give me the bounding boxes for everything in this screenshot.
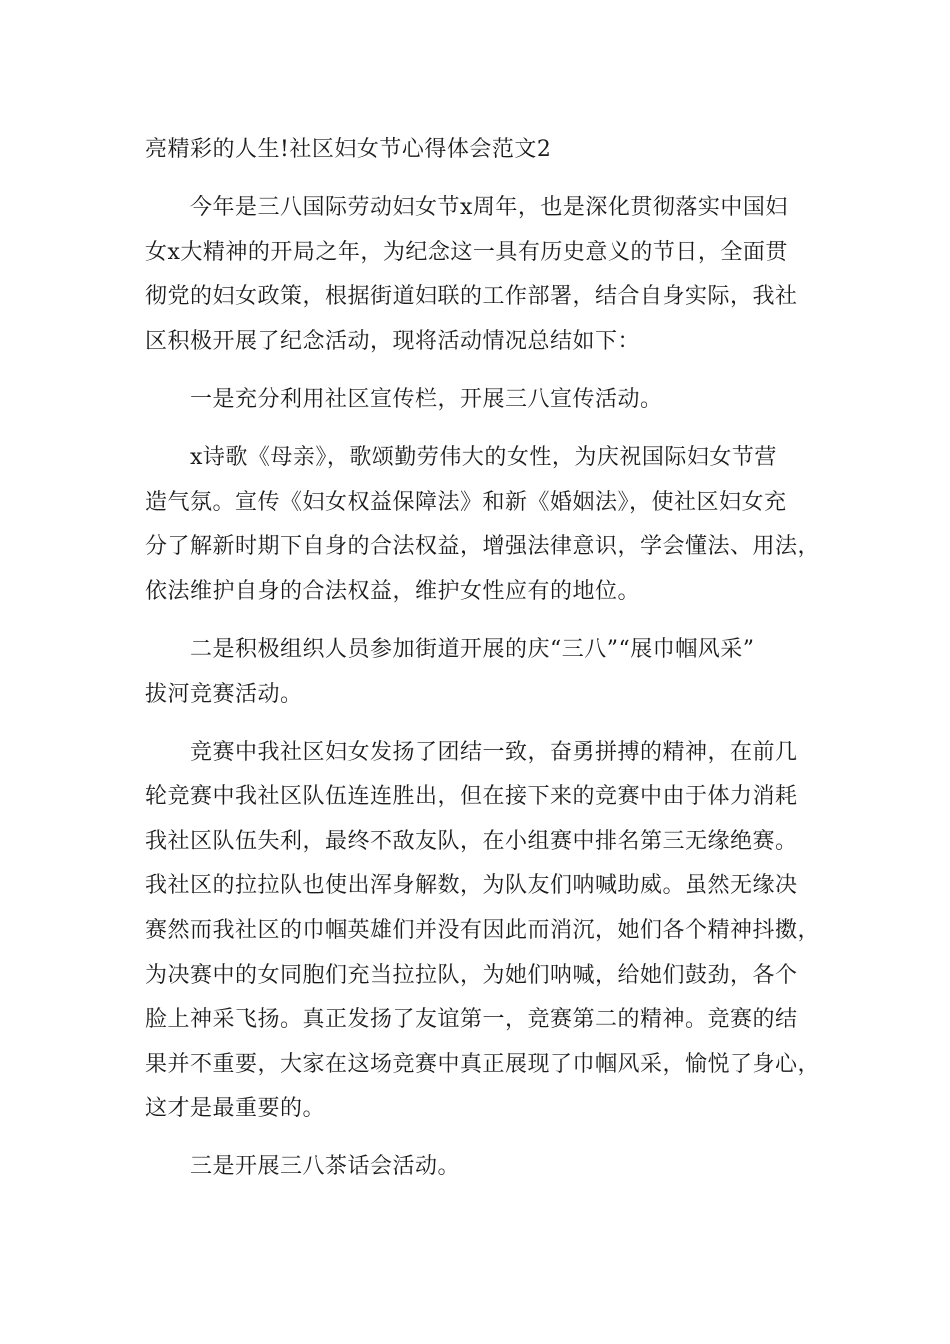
paragraph-3-line-4: 我社区的拉拉队也使出浑身解数，为队友们呐喊助威。虽然无缘决 bbox=[145, 873, 798, 899]
paragraph-gap bbox=[145, 364, 820, 378]
section-2-heading-line-1: 二是积极组织人员参加街道开展的庆“三八”“展巾帼风采” bbox=[190, 636, 755, 662]
paragraph-1-line-1: 今年是三八国际劳动妇女节x周年，也是深化贯彻落实中国妇 bbox=[190, 195, 788, 221]
paragraph-2-line-4: 依法维护自身的合法权益，维护女性应有的地位。 bbox=[145, 578, 641, 604]
section-3-heading: 三是开展三八茶话会活动。 bbox=[190, 1154, 461, 1180]
paragraph-2-line-3: 分了解新时期下自身的合法权益，增强法律意识，学会懂法、用法， bbox=[145, 534, 821, 560]
paragraph-2-line-1: x诗歌《母亲》，歌颂勤劳伟大的女性，为庆祝国际妇女节营 bbox=[190, 445, 777, 471]
paragraph-3-line-2: 轮竞赛中我社区队伍连连胜出，但在接下来的竞赛中由于体力消耗 bbox=[145, 784, 798, 810]
document-body bbox=[145, 128, 820, 1190]
paragraph-3-line-7: 脸上神采飞扬。真正发扬了友谊第一，竞赛第二的精神。竞赛的结 bbox=[145, 1007, 798, 1033]
paragraph-3-line-1: 竞赛中我社区妇女发扬了团结一致，奋勇拼搏的精神，在前几 bbox=[190, 739, 798, 765]
paragraph-1-line-2: 女x大精神的开局之年，为纪念这一具有历史意义的节日，全面贯 bbox=[145, 239, 788, 265]
paragraph-3-line-5: 赛然而我社区的巾帼英雄们并没有因此而消沉，她们各个精神抖擞， bbox=[145, 918, 821, 943]
paragraph-gap bbox=[145, 614, 820, 628]
paragraph-gap bbox=[145, 1132, 820, 1146]
section-2-heading-line-2: 拔河竞赛活动。 bbox=[145, 681, 303, 707]
paragraph-gap bbox=[145, 173, 820, 187]
paragraph-3-line-6: 为决赛中的女同胞们充当拉拉队，为她们呐喊，给她们鼓劲，各个 bbox=[145, 962, 798, 988]
section-1-heading: 一是充分利用社区宣传栏，开展三八宣传活动。 bbox=[190, 386, 663, 412]
paragraph-2-line-2: 造气氛。宣传《妇女权益保障法》和新《婚姻法》，使社区妇女充 bbox=[145, 489, 787, 515]
paragraph-gap bbox=[145, 717, 820, 731]
paragraph-3-line-8: 果并不重要，大家在这场竞赛中真正展现了巾帼风采，愉悦了身心， bbox=[145, 1051, 821, 1077]
heading-line: 亮精彩的人生!社区妇女节心得体会范文2 bbox=[145, 137, 552, 162]
paragraph-1-line-4: 区积极开展了纪念活动，现将活动情况总结如下： bbox=[145, 328, 641, 354]
paragraph-3-line-9: 这才是最重要的。 bbox=[145, 1096, 326, 1122]
paragraph-gap bbox=[145, 423, 820, 437]
paragraph-3-line-3: 我社区队伍失利，最终不敌友队，在小组赛中排名第三无缘绝赛。 bbox=[145, 828, 798, 854]
paragraph-1-line-3: 彻党的妇女政策，根据街道妇联的工作部署，结合自身实际，我社 bbox=[145, 284, 798, 310]
